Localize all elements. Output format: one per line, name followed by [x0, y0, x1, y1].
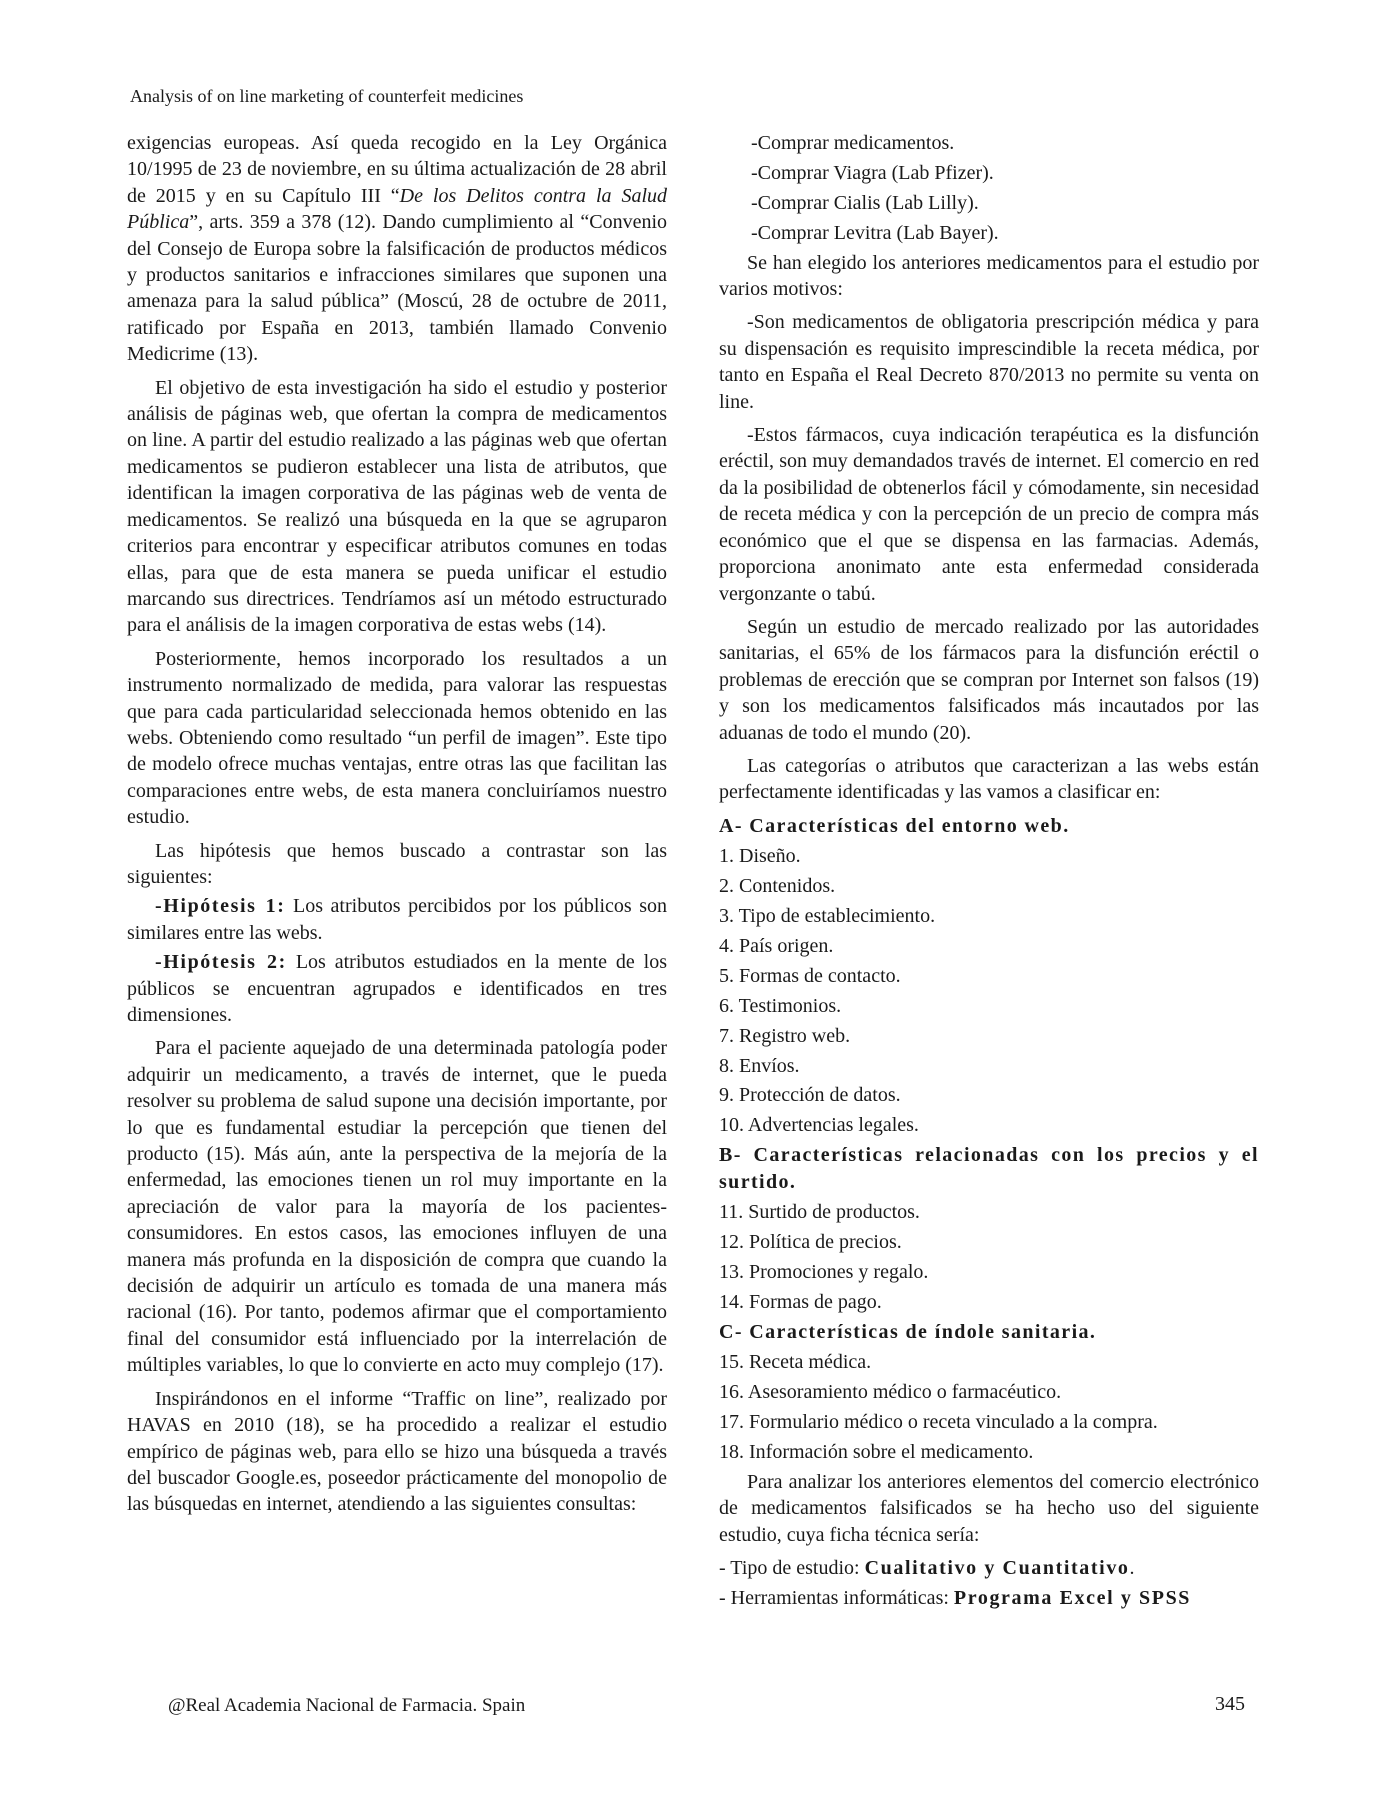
paragraph: Las hipótesis que hemos buscado a contrastar son las siguientes: [127, 839, 667, 888]
list-item: 7. Registro web. [719, 1024, 851, 1047]
left-column [127, 130, 667, 1525]
list-item: -Comprar Levitra (Lab Bayer). [751, 221, 999, 244]
field-value: Cualitativo y Cuantitativo [864, 1556, 1130, 1579]
section-heading-b: B- Características relacionadas con los precios y el surtido. [719, 1144, 1259, 1193]
footer-copyright: @Real Academia Nacional de Farmacia. Spain [168, 1695, 526, 1716]
list-item: 11. Surtido de productos. [719, 1201, 920, 1224]
software-tools [719, 1585, 1259, 1611]
list-item: 9. Protección de datos. [719, 1084, 901, 1107]
list-item: 16. Asesoramiento médico o farmacéutico. [719, 1380, 1062, 1403]
list-item: 14. Formas de pago. [719, 1290, 882, 1313]
list-item: 13. Promociones y regalo. [719, 1260, 929, 1283]
paragraph: -Son medicamentos de obligatoria prescripción médica y para su dispensación es requisito imprescindible la receta médica, por tanto en España el Real Decreto 870/2013 no permite su venta on line. [719, 311, 1259, 413]
list-item: 12. Política de precios. [719, 1230, 902, 1253]
list-item: 17. Formulario médico o receta vinculado a la compra. [719, 1410, 1158, 1433]
running-head: Analysis of on line marketing of counterfeit medicines [130, 86, 524, 106]
list-item: 10. Advertencias legales. [719, 1114, 919, 1137]
paragraph: Para el paciente aquejado de una determinada patología poder adquirir un medicamento, a través de internet, que le pueda resolver su problema de salud supone una decisión importante, por lo que es fundamental estudiar la percepción que tienen del producto (15). Más aún, ante la perspectiva de la mejoría de la enfermedad, las emociones tienen un rol muy importante en la apreciación de valor para la mayoría de los pacientes-consumidores. En estos casos, las emociones influyen de una manera más profunda en la disposición de compra que cuando la decisión de adquirir un artículo es tomada de una manera más racional (16). Por tanto, podemos afirmar que el comportamiento final del consumidor está influenciado por la interrelación de múltiples variables, lo que lo convierte en acto muy complejo (17). [127, 1037, 667, 1377]
paragraph [127, 130, 667, 368]
hypothesis-label: -Hipótesis 2: [155, 951, 287, 974]
hypothesis-1 [127, 893, 667, 946]
field-label: - Herramientas informáticas: [719, 1586, 954, 1609]
paragraph: -Estos fármacos, cuya indicación terapéutica es la disfunción eréctil, son muy demandados través de internet. El comercio en red da la posibilidad de obtenerlos fácil y cómodamente, sin necesidad de receta médica y con la percepción de un precio de compra más económico que el que se dispensa en las farmacias. Además, proporciona anonimato ante esta enfermedad considerada vergonzante o tabú. [719, 424, 1259, 605]
list-item: 4. País origen. [719, 934, 834, 957]
hypothesis-text: Los atributos estudiados en la mente de los públicos se encuentran agrupados e identificados en tres dimensiones. [127, 951, 667, 1026]
paragraph: Posteriormente, hemos incorporado los resultados a un instrumento normalizado de medida, para valorar las respuestas que para cada particularidad seleccionada hemos obtenido en las webs. Obteniendo como resultado “un perfil de imagen”. Este tipo de modelo ofrece muchas ventajas, entre otras las que facilitan las comparaciones entre webs, de esta manera concluiríamos nuestro estudio. [127, 647, 667, 829]
paragraph: Se han elegido los anteriores medicamentos para el estudio por varios motivos: [719, 251, 1259, 301]
list-item: 3. Tipo de establecimiento. [719, 904, 936, 927]
paragraph: El objetivo de esta investigación ha sido el estudio y posterior análisis de páginas web, que ofertan la compra de medicamentos on line. A partir del estudio realizado a las páginas web que ofertan medicamentos se pudieron establecer una lista de atributos, que identifican la imagen corporativa de las páginas web de venta de medicamentos. Se realizó una búsqueda en la que se agruparon criterios para encontrar y especificar atributos comunes en todas ellas, para que de esta manera se pueda unificar el estudio marcando sus directrices. Tendríamos así un método estructurado para el análisis de la imagen corporativa de estas webs (14). [127, 376, 667, 637]
list-item: 2. Contenidos. [719, 875, 836, 898]
paragraph: Según un estudio de mercado realizado por las autoridades sanitarias, el 65% de los fármacos para la disfunción eréctil o problemas de erección que se compran por Internet son falsos (19) y son los medicamentos falsificados más incautados por las aduanas de todo el mundo (20). [719, 615, 1259, 744]
section-heading-c: C- Características de índole sanitaria. [719, 1320, 1097, 1343]
list-item: 15. Receta médica. [719, 1351, 872, 1374]
section-heading-a: A- Características del entorno web. [719, 814, 1070, 837]
list-item: 18. Información sobre el medicamento. [719, 1440, 1034, 1463]
paragraph: Las categorías o atributos que caracterizan a las webs están perfectamente identificadas y las vamos a clasificar en: [719, 754, 1259, 804]
list-item: 6. Testimonios. [719, 994, 842, 1017]
list-item: -Comprar Cialis (Lab Lilly). [751, 191, 979, 214]
field-value: Programa Excel y SPSS [953, 1586, 1192, 1609]
list-item: 5. Formas de contacto. [719, 964, 901, 987]
page-number: 345 [1215, 1693, 1245, 1715]
text-span: . [1129, 1556, 1135, 1579]
list-item: -Comprar Viagra (Lab Pfizer). [751, 161, 994, 184]
hypothesis-label: -Hipótesis 1: [155, 895, 286, 918]
text-span: exigencias europeas. Así queda recogido en la Ley Orgánica 10/1995 de 23 de noviembre, en su última actualización de 28 abril de 2015 y en su Capítulo III “ [127, 132, 667, 207]
paragraph: Para analizar los anteriores elementos del comercio electrónico de medicamentos falsificados se ha hecho uso del siguiente estudio, cuya ficha técnica sería: [719, 1470, 1259, 1546]
list-item: 1. Diseño. [719, 845, 801, 868]
field-label: - Tipo de estudio: [719, 1556, 865, 1579]
paragraph: Inspirándonos en el informe “Traffic on line”, realizado por HAVAS en 2010 (18), se ha procedido a realizar el estudio empírico de páginas web, para ello se hizo una búsqueda a través del buscador Google.es, poseedor prácticamente del monopolio de las búsquedas en internet, atendiendo a las siguientes consultas: [127, 1387, 667, 1516]
study-type [719, 1555, 1259, 1581]
list-item: 8. Envíos. [719, 1054, 800, 1077]
hypothesis-text: Los atributos percibidos por los públicos son similares entre las webs. [127, 895, 667, 944]
text-span: ”, arts. 359 a 378 (12). Dando cumplimiento al “Convenio del Consejo de Europa sobre la falsificación de productos médicos y productos sanitarios e infracciones similares que suponen una amenaza para la salud pública” (Moscú, 28 de octubre de 2011, ratificado por España en 2013, también llamado Convenio Medicrime (13). [127, 211, 667, 366]
italic-title: De los Delitos contra la Salud Pública [127, 184, 667, 234]
hypothesis-2 [127, 949, 667, 1028]
list-item: -Comprar medicamentos. [751, 132, 955, 154]
right-column [719, 130, 1259, 1615]
